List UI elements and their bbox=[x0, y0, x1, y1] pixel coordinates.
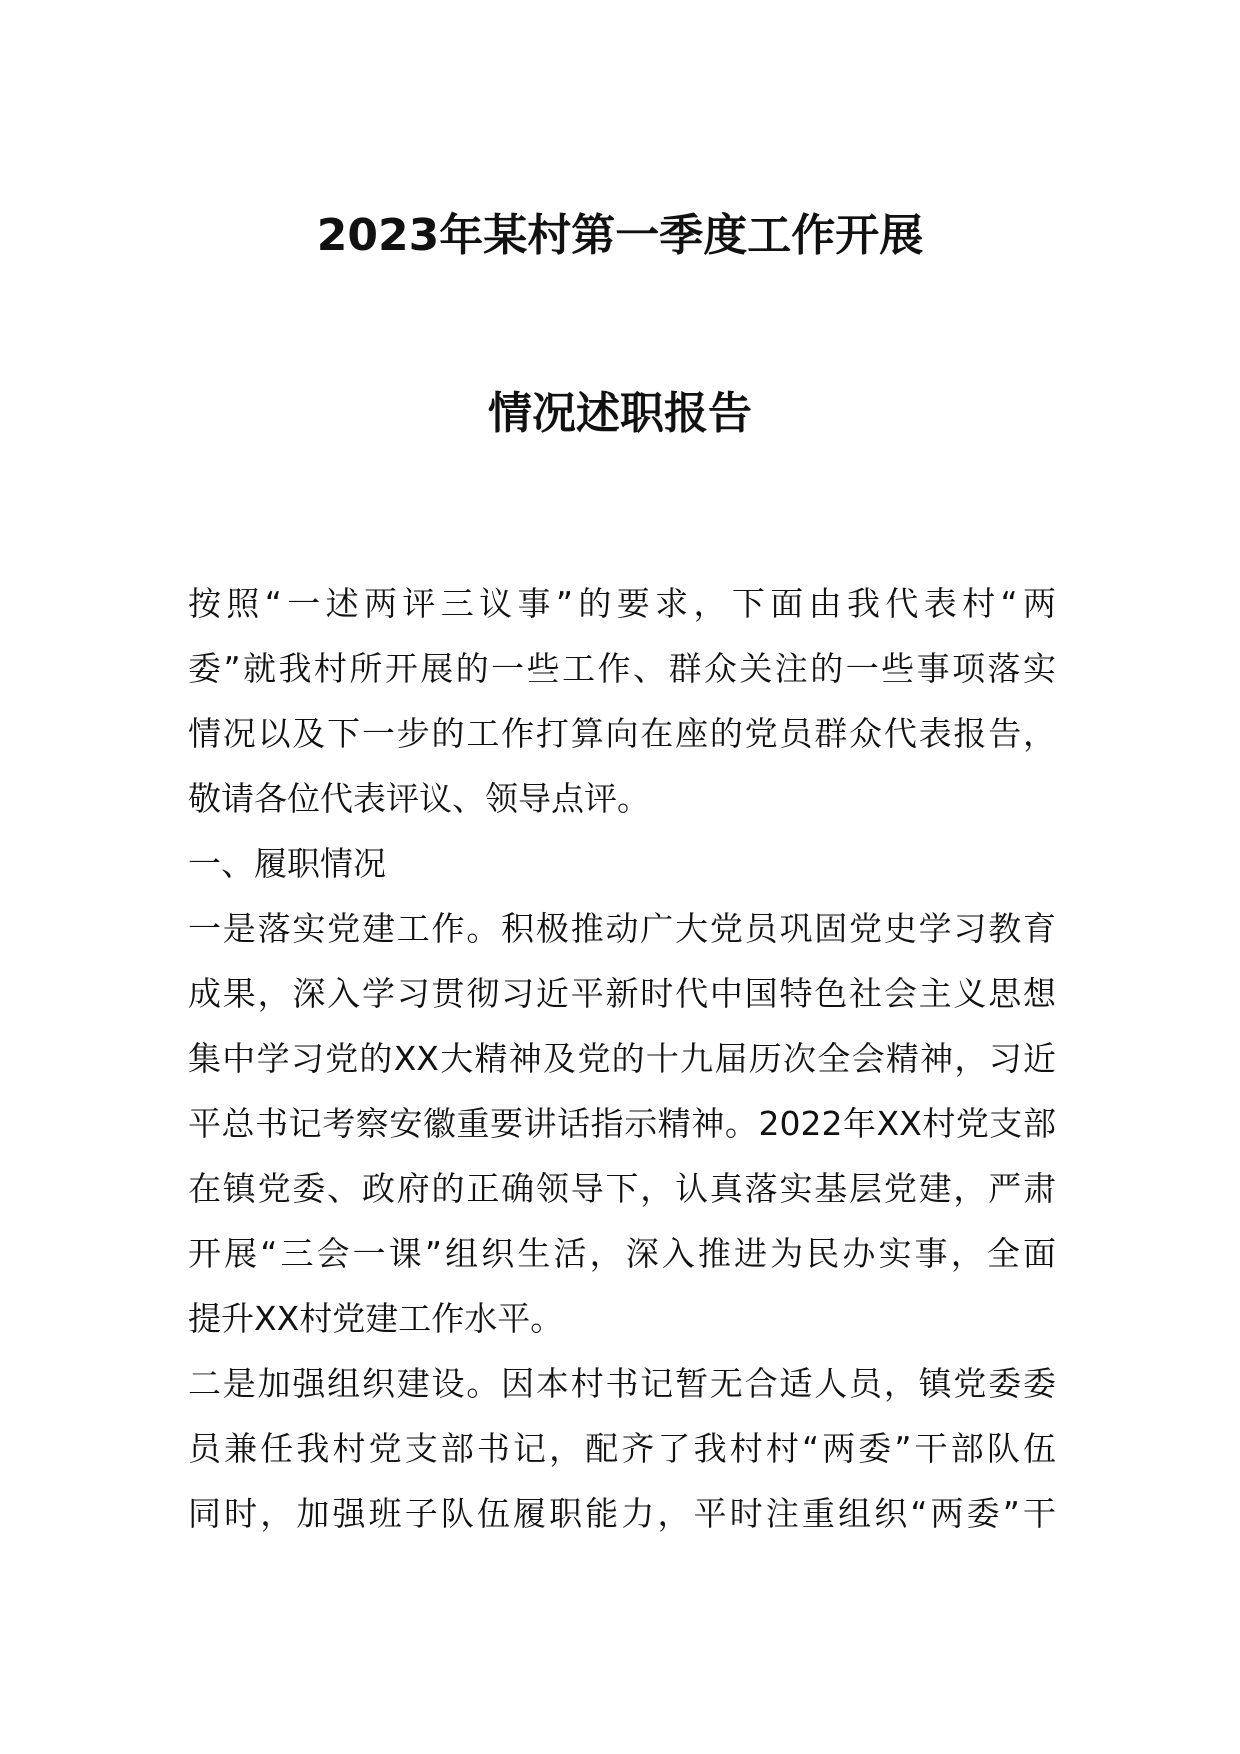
body-line: 按照“一述两评三议事”的要求，下面由我代表村“两 bbox=[188, 584, 1056, 623]
body-line: 开展“三会一课”组织生活，深入推进为民办实事，全面 bbox=[188, 1234, 1056, 1273]
body-line: 员兼任我村党支部书记，配齐了我村村“两委”干部队伍 bbox=[188, 1429, 1056, 1468]
body-line: 同时，加强班子队伍履职能力，平时注重组织“两委”干 bbox=[188, 1494, 1056, 1533]
document-title-line-1: 2023年某村第一季度工作开展 bbox=[316, 210, 924, 261]
body-line: 成果，深入学习贯彻习近平新时代中国特色社会主义思想 bbox=[188, 974, 1056, 1013]
body-line: 情况以及下一步的工作打算向在座的党员群众代表报告， bbox=[188, 714, 1056, 753]
body-line: 平总书记考察安徽重要讲话指示精神。2022年XX村党支部 bbox=[188, 1104, 1056, 1143]
body-line: 委”就我村所开展的一些工作、群众关注的一些事项落实 bbox=[188, 649, 1056, 688]
body-line: 提升XX村党建工作水平。 bbox=[188, 1299, 564, 1338]
body-line: 在镇党委、政府的正确领导下，认真落实基层党建，严肃 bbox=[188, 1169, 1056, 1208]
body-line: 二是加强组织建设。因本村书记暂无合适人员，镇党委委 bbox=[188, 1364, 1056, 1403]
body-line: 集中学习党的XX大精神及党的十九届历次全会精神，习近 bbox=[188, 1039, 1056, 1078]
body-line: 一是落实党建工作。积极推动广大党员巩固党史学习教育 bbox=[188, 909, 1056, 948]
section-heading: 一、履职情况 bbox=[188, 844, 386, 883]
body-line: 敬请各位代表评议、领导点评。 bbox=[188, 779, 650, 818]
document-title-line-2: 情况述职报告 bbox=[488, 388, 752, 439]
document-body bbox=[188, 571, 1056, 1546]
